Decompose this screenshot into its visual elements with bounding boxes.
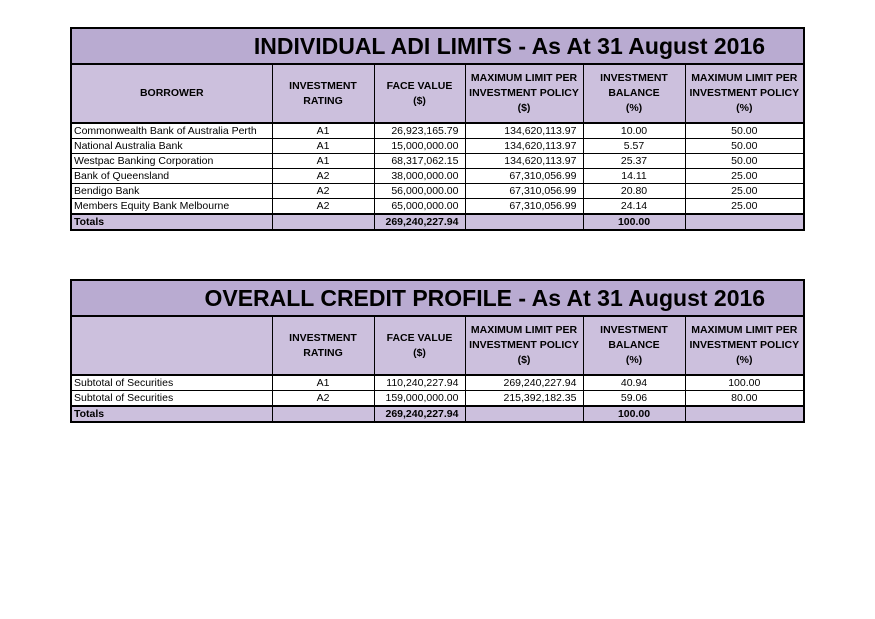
cell-rating: A2 bbox=[272, 391, 374, 407]
table-row bbox=[71, 123, 804, 139]
cell-face-value: 15,000,000.00 bbox=[374, 139, 465, 154]
cell-max-limit-pct: 50.00 bbox=[685, 123, 804, 139]
cell-max-limit-pct: 25.00 bbox=[685, 199, 804, 215]
cell-max-limit-pct: 25.00 bbox=[685, 184, 804, 199]
cell-borrower: Westpac Banking Corporation bbox=[71, 154, 272, 169]
cell-borrower: Bank of Queensland bbox=[71, 169, 272, 184]
cell-balance: 25.37 bbox=[583, 154, 685, 169]
header-rating: INVESTMENT RATING bbox=[272, 316, 374, 375]
cell-borrower: Subtotal of Securities bbox=[71, 375, 272, 391]
header-balance: INVESTMENT BALANCE (%) bbox=[583, 316, 685, 375]
totals-label: Totals bbox=[71, 214, 272, 230]
cell-balance: 10.00 bbox=[583, 123, 685, 139]
cell-balance: 14.11 bbox=[583, 169, 685, 184]
totals-face-value: 269,240,227.94 bbox=[374, 214, 465, 230]
cell-max-limit-dollar: 134,620,113.97 bbox=[465, 154, 583, 169]
table-row bbox=[71, 169, 804, 184]
cell-max-limit-dollar: 67,310,056.99 bbox=[465, 184, 583, 199]
header-face-value: FACE VALUE ($) bbox=[374, 64, 465, 123]
table-row bbox=[71, 184, 804, 199]
cell-rating: A1 bbox=[272, 154, 374, 169]
cell-borrower: Bendigo Bank bbox=[71, 184, 272, 199]
cell-face-value: 38,000,000.00 bbox=[374, 169, 465, 184]
header-rating: INVESTMENT RATING bbox=[272, 64, 374, 123]
cell-rating: A2 bbox=[272, 199, 374, 215]
cell-rating: A2 bbox=[272, 184, 374, 199]
cell-balance: 40.94 bbox=[583, 375, 685, 391]
cell-max-limit-dollar: 134,620,113.97 bbox=[465, 123, 583, 139]
cell-balance: 24.14 bbox=[583, 199, 685, 215]
cell-max-limit-dollar: 269,240,227.94 bbox=[465, 375, 583, 391]
header-max-limit-dollar: MAXIMUM LIMIT PER INVESTMENT POLICY ($) bbox=[465, 64, 583, 123]
cell-borrower: Commonwealth Bank of Australia Perth bbox=[71, 123, 272, 139]
totals-row bbox=[71, 406, 804, 422]
cell-max-limit-pct: 25.00 bbox=[685, 169, 804, 184]
cell-rating: A1 bbox=[272, 139, 374, 154]
cell-balance: 59.06 bbox=[583, 391, 685, 407]
cell-balance: 5.57 bbox=[583, 139, 685, 154]
cell-max-limit-pct: 50.00 bbox=[685, 139, 804, 154]
totals-label: Totals bbox=[71, 406, 272, 422]
table-row bbox=[71, 375, 804, 391]
totals-max-limit-empty bbox=[465, 214, 583, 230]
cell-rating: A1 bbox=[272, 123, 374, 139]
cell-face-value: 26,923,165.79 bbox=[374, 123, 465, 139]
cell-max-limit-pct: 100.00 bbox=[685, 375, 804, 391]
header-row bbox=[71, 316, 804, 375]
header-borrower-empty bbox=[71, 316, 272, 375]
cell-balance: 20.80 bbox=[583, 184, 685, 199]
cell-borrower: Subtotal of Securities bbox=[71, 391, 272, 407]
cell-face-value: 65,000,000.00 bbox=[374, 199, 465, 215]
header-face-value: FACE VALUE ($) bbox=[374, 316, 465, 375]
cell-borrower: National Australia Bank bbox=[71, 139, 272, 154]
cell-face-value: 110,240,227.94 bbox=[374, 375, 465, 391]
cell-rating: A2 bbox=[272, 169, 374, 184]
cell-max-limit-pct: 50.00 bbox=[685, 154, 804, 169]
totals-max-pct-empty bbox=[685, 406, 804, 422]
table-title: INDIVIDUAL ADI LIMITS - As At 31 August 2016 bbox=[71, 28, 804, 64]
totals-row bbox=[71, 214, 804, 230]
table-row bbox=[71, 154, 804, 169]
cell-max-limit-pct: 80.00 bbox=[685, 391, 804, 407]
table-row bbox=[71, 199, 804, 215]
totals-rating-empty bbox=[272, 406, 374, 422]
credit-profile-table bbox=[70, 279, 805, 423]
header-max-limit-pct: MAXIMUM LIMIT PER INVESTMENT POLICY (%) bbox=[685, 316, 804, 375]
totals-max-pct-empty bbox=[685, 214, 804, 230]
cell-borrower: Members Equity Bank Melbourne bbox=[71, 199, 272, 215]
adi-limits-table bbox=[70, 27, 805, 231]
cell-max-limit-dollar: 134,620,113.97 bbox=[465, 139, 583, 154]
cell-max-limit-dollar: 67,310,056.99 bbox=[465, 169, 583, 184]
header-max-limit-dollar: MAXIMUM LIMIT PER INVESTMENT POLICY ($) bbox=[465, 316, 583, 375]
cell-face-value: 68,317,062.15 bbox=[374, 154, 465, 169]
totals-face-value: 269,240,227.94 bbox=[374, 406, 465, 422]
table-row bbox=[71, 391, 804, 407]
header-borrower: BORROWER bbox=[71, 64, 272, 123]
totals-balance: 100.00 bbox=[583, 214, 685, 230]
table-row bbox=[71, 139, 804, 154]
header-max-limit-pct: MAXIMUM LIMIT PER INVESTMENT POLICY (%) bbox=[685, 64, 804, 123]
header-row bbox=[71, 64, 804, 123]
totals-balance: 100.00 bbox=[583, 406, 685, 422]
cell-rating: A1 bbox=[272, 375, 374, 391]
totals-max-limit-empty bbox=[465, 406, 583, 422]
cell-face-value: 56,000,000.00 bbox=[374, 184, 465, 199]
table-title: OVERALL CREDIT PROFILE - As At 31 August 2016 bbox=[71, 280, 804, 316]
cell-max-limit-dollar: 215,392,182.35 bbox=[465, 391, 583, 407]
cell-max-limit-dollar: 67,310,056.99 bbox=[465, 199, 583, 215]
cell-face-value: 159,000,000.00 bbox=[374, 391, 465, 407]
totals-rating-empty bbox=[272, 214, 374, 230]
header-balance: INVESTMENT BALANCE (%) bbox=[583, 64, 685, 123]
